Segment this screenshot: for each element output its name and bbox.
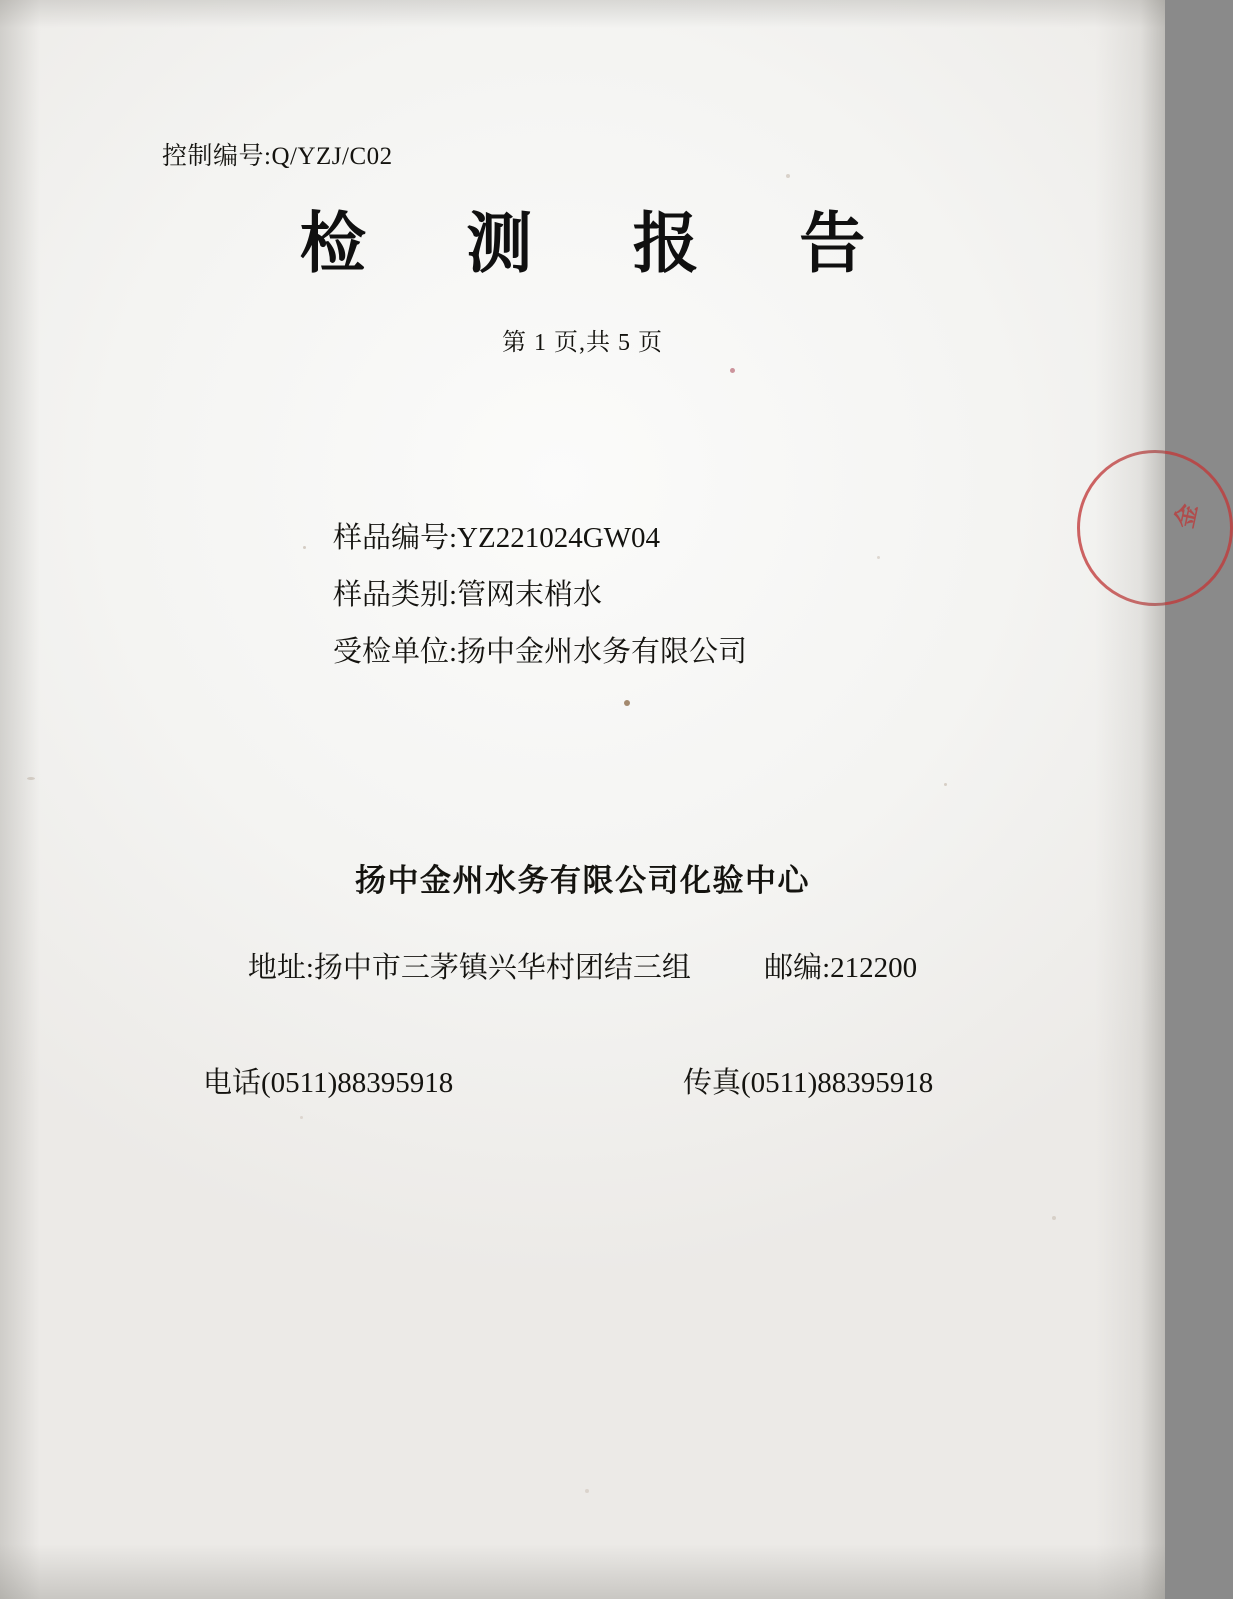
scan-edge-shadow-right bbox=[1095, 0, 1165, 1599]
scan-speck bbox=[624, 700, 630, 706]
postcode-text: 邮编:212200 bbox=[764, 952, 918, 984]
scan-edge-shadow-left bbox=[0, 0, 40, 1599]
sample-info-block bbox=[333, 510, 747, 681]
page-title: 检 测 报 告 bbox=[299, 208, 908, 281]
scan-speck bbox=[877, 556, 880, 559]
fax-text: 传真(0511)88395918 bbox=[683, 1067, 934, 1099]
sample-number-row: 样品编号:YZ221024GW04 bbox=[333, 522, 661, 554]
scan-speck bbox=[1052, 1216, 1056, 1220]
page-count-label: 第 1 页,共 5 页 bbox=[502, 330, 663, 356]
scan-speck bbox=[585, 1489, 589, 1493]
scan-edge-shadow-bottom bbox=[0, 1544, 1165, 1599]
scan-speck bbox=[300, 1116, 303, 1119]
inspected-unit-row: 受检单位:扬中金州水务有限公司 bbox=[333, 636, 748, 668]
address-text: 地址:扬中市三茅镇兴华村团结三组 bbox=[247, 952, 691, 984]
seal-character: 金 bbox=[1172, 501, 1203, 531]
scan-speck bbox=[944, 783, 947, 786]
control-number: 控制编号:Q/YZJ/C02 bbox=[162, 143, 393, 170]
scan-edge-shadow-top bbox=[0, 0, 1165, 28]
sample-category-row: 样品类别:管网末梢水 bbox=[333, 579, 603, 611]
address-line bbox=[0, 945, 1165, 986]
telephone-text: 电话(0511)88395918 bbox=[203, 1067, 454, 1099]
scan-speck bbox=[303, 546, 306, 549]
scan-speck bbox=[786, 174, 790, 178]
organization-name: 扬中金州水务有限公司化验中心 bbox=[355, 863, 810, 898]
scan-speck bbox=[730, 368, 735, 373]
